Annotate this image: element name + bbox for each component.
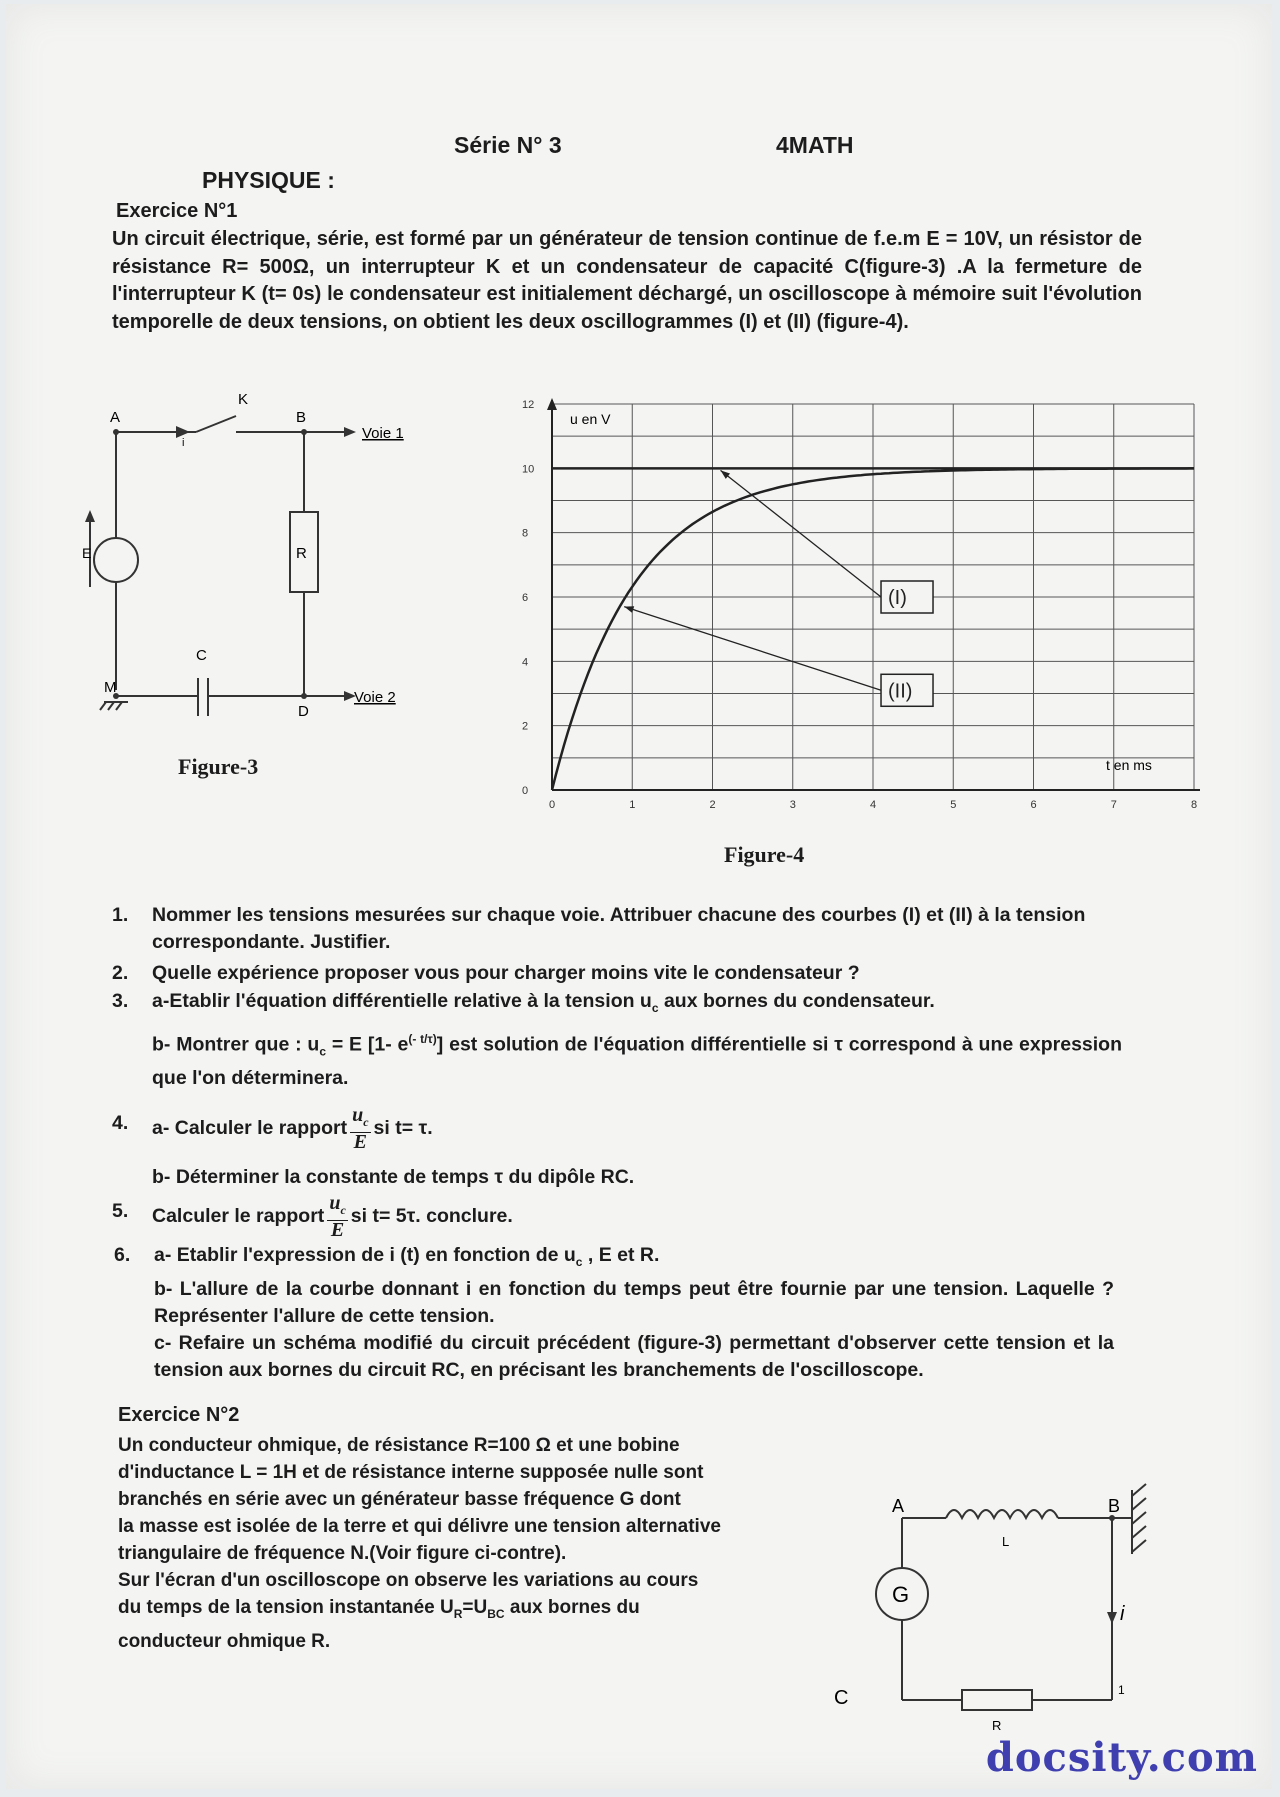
callout-line-1: [721, 470, 882, 597]
ex2-label-R: R: [992, 1718, 1002, 1733]
fig3-label-K: K: [238, 391, 249, 408]
q2-text: Quelle expérience proposer vous pour charger moins vite le condensateur ?: [152, 962, 860, 984]
exercise1-statement: Un circuit électrique, série, est formé par un générateur de tension continue de f.e.m E = 10V, un résistor de résistance R= 500Ω, un interrupteur K et un condensateur de capacité C(figure-3) .A la fermeture de l'interrupteur K (t= 0s) le condensateur est initialement déchargé, un oscilloscope à mémoire suit l'évolution temporelle de deux tensions, on obtient les deux oscillogrammes (I) et (II) (figure-4).: [112, 228, 1142, 333]
figure4-chart: [496, 394, 1216, 814]
y-tick-label: 8: [522, 527, 529, 540]
y-tick-label: 12: [522, 399, 535, 411]
q3b-text: b- Montrer que : $u_c = E$ [1- $e^{(- t/\tau)}$] est solution de l'équation différentielle si τ correspond à une expression que l'on déterminera.: [152, 1031, 1123, 1090]
question-6: [114, 1242, 1114, 1384]
exercise2-title: Exercice N°2: [118, 1404, 240, 1426]
exercise2-circuit: [826, 1494, 1186, 1744]
q3-number: 3.: [112, 990, 129, 1012]
ex2-label-one: 1: [1118, 1683, 1125, 1697]
ex2-label-B: B: [1108, 1496, 1121, 1516]
ex2-label-G: G: [892, 1582, 910, 1607]
fig3-voie2: Voie 2: [354, 689, 396, 706]
ex2-line-1: Un conducteur ohmique, de résistance R=100 Ω et une bobine: [118, 1435, 680, 1456]
q1-text: Nommer les tensions mesurées sur chaque voie. Attribuer chacune des courbes (I) et (II) à la tension correspondante. Justifier.: [152, 904, 1086, 953]
fig3-label-M: M: [104, 679, 117, 696]
fig3-voie1: Voie 1: [362, 425, 404, 442]
ex2-line-2: d'inductance L = 1H et de résistance interne supposée nulle sont: [118, 1462, 704, 1483]
series-number: Série N° 3: [454, 132, 562, 158]
q4b-text: b- Déterminer la constante de temps τ du dipôle RC.: [152, 1166, 635, 1188]
chart-xlabel: t en ms: [1106, 757, 1152, 773]
fig3-label-C: C: [196, 647, 207, 664]
q6a-text: a- Etablir l'expression de i (t) en fonction de $u_c$ , E et R.: [154, 1244, 660, 1269]
question-2: [112, 960, 1122, 987]
question-5: [112, 1194, 1122, 1240]
q4-number: 4.: [112, 1112, 129, 1134]
ex2-label-A: A: [892, 1496, 905, 1516]
q2-number: 2.: [112, 962, 129, 984]
fig3-label-D: D: [298, 703, 309, 720]
ex2-line-5: triangulaire de fréquence N.(Voir figure ci-contre).: [118, 1543, 567, 1564]
ex2-label-L: L: [1002, 1534, 1010, 1549]
x-tick-label: 1: [629, 799, 636, 811]
figure3-circuit: [82, 382, 436, 742]
chart-ylabel: u en V: [570, 411, 611, 427]
exam-sheet: [6, 4, 1272, 1789]
y-tick-label: 10: [522, 463, 535, 476]
docsity-watermark: docsity.com: [985, 1734, 1258, 1781]
ex2-label-C: C: [834, 1687, 849, 1709]
callout-label-1: (I): [888, 587, 907, 609]
x-tick-label: 6: [1030, 799, 1037, 811]
fig3-label-A: A: [110, 409, 121, 426]
fig3-label-E: E: [82, 545, 92, 561]
q6b-text: b- L'allure de la courbe donnant i en fonction du temps peut être fournie par une tension. Laquelle ? Représenter l'allure de cette tension.: [154, 1277, 1114, 1327]
callout-label-2: (II): [888, 680, 913, 703]
x-tick-label: 3: [789, 799, 796, 811]
x-tick-label: 0: [549, 799, 556, 811]
q6-number: 6.: [114, 1244, 131, 1266]
callout-arrow-1: [721, 470, 730, 479]
figure4-caption: Figure-4: [724, 842, 805, 867]
q5-fraction: $\frac{u_c}{E}$: [329, 1192, 346, 1241]
q6c-text: c- Refaire un schéma modifié du circuit précédent (figure-3) permettant d'observer cette tension et la tension aux bornes du circuit RC, en précisant les branchements de l'oscilloscope.: [154, 1331, 1114, 1381]
exercise1-title: Exercice N°1: [116, 200, 238, 222]
q4-fraction: $\frac{u_c}{E}$: [352, 1104, 369, 1153]
fig3-label-i: i: [182, 437, 185, 449]
ex2-line-3: branchés en série avec un générateur basse fréquence G dont: [118, 1489, 681, 1510]
question-1: [112, 902, 1122, 956]
ex2-line-7: du temps de la tension instantanée $U_R=U_{BC}$ aux bornes du: [118, 1597, 640, 1621]
x-tick-label: 2: [709, 799, 716, 811]
callout-line-2: [624, 607, 881, 691]
q1-number: 1.: [112, 904, 129, 926]
ex2-line-8: conducteur ohmique R.: [118, 1630, 331, 1652]
q4a-text: a- Calculer le rapport $\frac{u_c}{E}$ si t= τ.: [152, 1104, 433, 1153]
ex2-line-4: la masse est isolée de la terre et qui délivre une tension alternative: [118, 1516, 721, 1537]
ex2-line-6: Sur l'écran d'un oscilloscope on observe les variations au cours: [118, 1570, 699, 1591]
y-tick-label: 2: [522, 720, 529, 733]
x-tick-label: 5: [950, 799, 957, 811]
q5-number: 5.: [112, 1200, 129, 1222]
question-3: [112, 988, 1122, 1092]
exercise2-statement: [118, 1432, 888, 1655]
class-level: 4MATH: [776, 132, 854, 158]
x-tick-label: 4: [870, 799, 877, 811]
fig3-label-R: R: [296, 545, 307, 562]
y-tick-label: 4: [522, 656, 529, 669]
y-tick-label: 6: [522, 592, 529, 604]
q5-text: Calculer le rapport $\frac{u_c}{E}$ si t= 5τ. conclure.: [152, 1192, 513, 1241]
q3a-text: a-Etablir l'équation différentielle relative à la tension $u_c$ aux bornes du condensateur.: [152, 990, 935, 1015]
figure3-caption: Figure-3: [178, 754, 259, 779]
subject-heading: PHYSIQUE :: [202, 167, 335, 193]
y-tick-label: 0: [522, 785, 529, 797]
question-4: [112, 1106, 1122, 1191]
ex2-label-i: i: [1120, 1603, 1125, 1625]
x-tick-label: 7: [1110, 799, 1117, 811]
fig3-label-B: B: [296, 409, 307, 426]
x-tick-label: 8: [1191, 799, 1198, 811]
